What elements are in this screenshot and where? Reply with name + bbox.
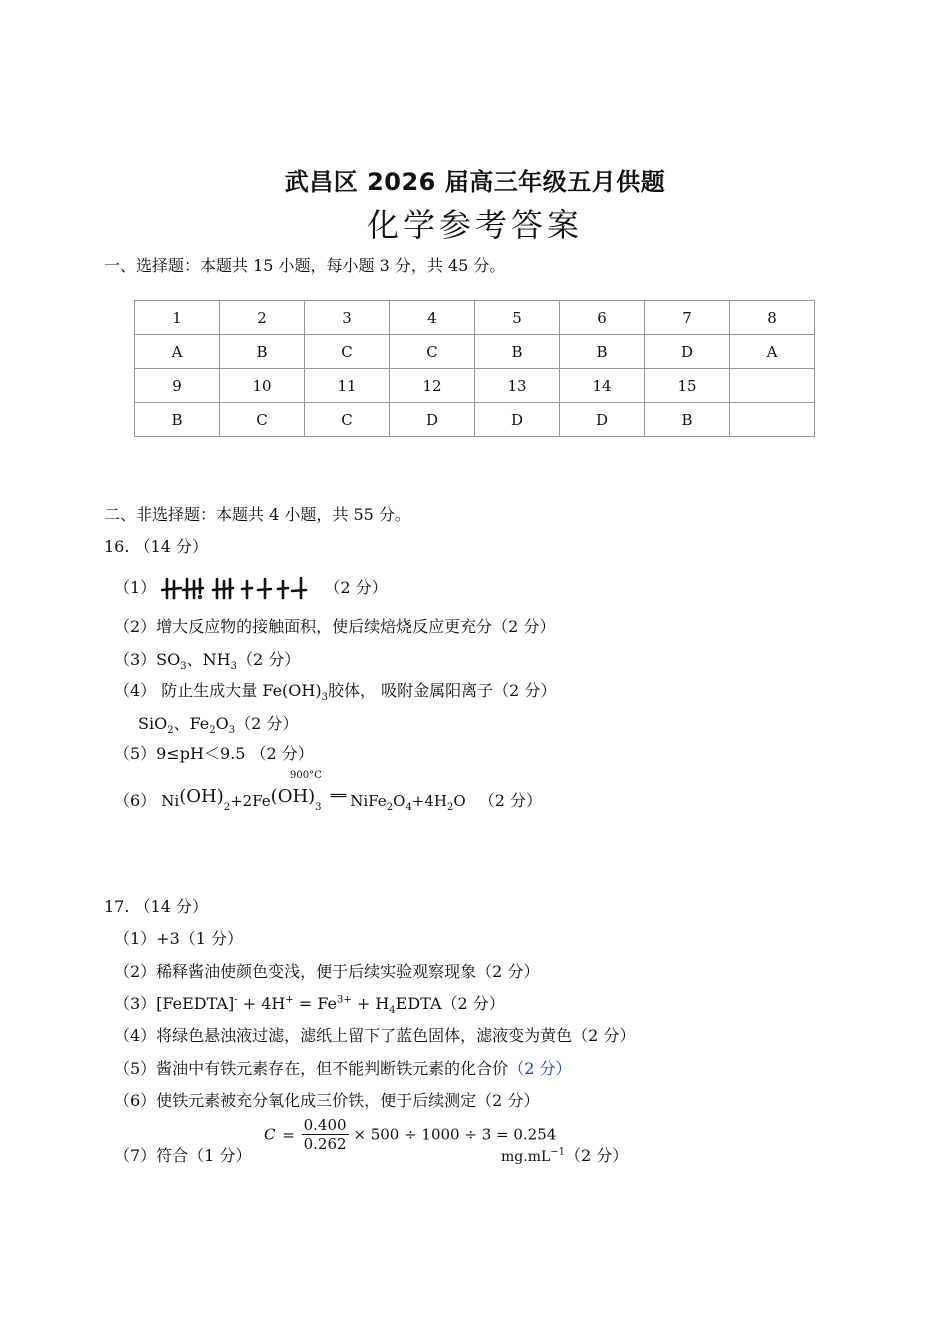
page-title: 武昌区 2026 届高三年级五月供题 <box>284 168 666 196</box>
q17-answer-7-unit <box>501 1143 628 1166</box>
table-cell: 5 <box>475 301 560 335</box>
q17-a3-text: （3）[FeEDTA] <box>114 994 235 1013</box>
q16-a4b-text: 、Fe <box>173 714 210 733</box>
table-cell: B <box>560 335 645 369</box>
q16-answer-4b <box>138 711 298 736</box>
q17-a3-sup: - <box>234 994 238 1006</box>
table-cell: D <box>645 335 730 369</box>
q17-answer-4: （4）将绿色悬浊液过滤，滤纸上留下了蓝色固体，滤液变为黄色（2 分） <box>114 1026 636 1045</box>
q17-answer-6: （6）使铁元素被充分氧化成三价铁，便于后续测定（2 分） <box>114 1091 540 1110</box>
q17-answer-2: （2）稀释酱油使颜色变浅，便于后续实验观察现象（2 分） <box>114 962 540 981</box>
table-cell: 4 <box>390 301 475 335</box>
equation-sub: 2 <box>386 802 394 814</box>
handwritten-answer-image <box>161 576 309 602</box>
table-cell: 9 <box>135 369 220 403</box>
page-subtitle: 化学参考答案 <box>366 206 583 244</box>
table-cell: 11 <box>305 369 390 403</box>
table-cell: C <box>390 335 475 369</box>
q16-answer-2: （2）增大反应物的接触面积，使后续焙烧反应更充分（2 分） <box>114 617 556 636</box>
table-cell: 15 <box>645 369 730 403</box>
table-cell: 2 <box>220 301 305 335</box>
formula-fraction <box>302 1116 349 1153</box>
q17-formula: C = $\frac{0.400}{0.262}$ × 500 ÷ 1000 ÷ 3 = 0.254 <box>264 1116 557 1153</box>
equation-term: Ni <box>161 792 180 810</box>
equation-term: +4H <box>411 792 447 810</box>
fraction-numerator: 0.400 <box>303 1116 347 1134</box>
equation-sub: 2 <box>223 802 231 814</box>
equation-term: O <box>393 792 406 810</box>
table-cell: 12 <box>390 369 475 403</box>
q17-a3-text: + 4H <box>237 994 286 1013</box>
table-cell: 8 <box>730 301 815 335</box>
equation-sub: 3 <box>315 802 322 814</box>
q17-a3-sub: 4 <box>389 1005 396 1017</box>
q16-a3-sub: 3 <box>180 661 187 673</box>
answer-table <box>134 300 815 437</box>
q17-answer-3 <box>114 991 505 1016</box>
fraction-denominator: 0.262 <box>303 1135 347 1153</box>
q16-answer-3 <box>114 647 300 672</box>
section1-heading: 一、选择题：本题共 15 小题，每小题 3 分，共 45 分。 <box>104 256 506 275</box>
table-cell: D <box>475 403 560 437</box>
q16-a3-text: （3）SO <box>114 650 181 669</box>
q16-answer-4 <box>114 678 556 703</box>
table-row <box>135 369 815 403</box>
table-cell: 1 <box>135 301 220 335</box>
q17-a3-text: = Fe <box>293 994 338 1013</box>
table-cell: 13 <box>475 369 560 403</box>
equation-term: (OH) <box>179 786 224 807</box>
q16-a4b-sub: 2 <box>209 725 216 737</box>
table-cell: B <box>135 403 220 437</box>
formula-rest: × 500 ÷ 1000 ÷ 3 = 0.254 <box>353 1125 557 1144</box>
equation-term: (OH) <box>270 786 316 807</box>
table-row <box>135 301 815 335</box>
q16-a1-number: （1） <box>114 578 157 597</box>
table-cell: 7 <box>645 301 730 335</box>
q16-answer-5: （5）9≤pH＜9.5 （2 分） <box>114 744 314 763</box>
section2-heading: 二、非选择题：本题共 4 小题，共 55 分。 <box>104 505 411 524</box>
table-cell: B <box>645 403 730 437</box>
q16-a4b-sub: 3 <box>228 725 236 737</box>
q16-a4-text: （4） 防止生成大量 Fe(OH) <box>114 681 322 700</box>
q17-a3-score: EDTA（2 分） <box>395 994 505 1013</box>
table-cell: 10 <box>220 369 305 403</box>
equation-term: +2Fe <box>230 792 271 810</box>
table-cell: B <box>475 335 560 369</box>
table-row <box>135 335 815 369</box>
table-cell: 6 <box>560 301 645 335</box>
q16-a6-score: （2 分） <box>478 791 543 810</box>
table-cell: C <box>305 403 390 437</box>
q17-a5-text: （5）酱油中有铁元素存在，但不能判断铁元素的化合价 <box>114 1059 509 1078</box>
q16-a4b-text: O <box>215 714 229 733</box>
equation-term: O <box>453 792 466 810</box>
table-cell <box>730 369 815 403</box>
q17-answer-7-label: （7）符合（1 分） <box>114 1146 252 1165</box>
q16-a4b-sub: 2 <box>167 725 174 737</box>
q17-a3-text: + H <box>351 994 390 1013</box>
q16-a3-sub: 3 <box>230 661 237 673</box>
q17-answer-1: （1）+3（1 分） <box>114 929 244 948</box>
formula-variable: C <box>264 1125 276 1144</box>
table-cell: A <box>135 335 220 369</box>
table-cell: B <box>220 335 305 369</box>
q16-a4b-text: SiO <box>138 714 168 733</box>
q17-a3-sup: + <box>285 994 294 1006</box>
q17-answer-5 <box>114 1056 571 1079</box>
equation-sub: 2 <box>446 802 454 814</box>
q17-a7-score: （2 分） <box>565 1146 629 1165</box>
table-cell <box>730 403 815 437</box>
q16-a4-sub: 3 <box>321 692 328 704</box>
table-cell: 14 <box>560 369 645 403</box>
unit-text: mg.mL <box>501 1149 551 1165</box>
q16-answer-1 <box>114 575 388 602</box>
q16-a4b-score: （2 分） <box>235 714 299 733</box>
equation-term: NiFe <box>350 792 387 810</box>
q17-a5-score: （2 分） <box>508 1059 572 1078</box>
table-cell: C <box>305 335 390 369</box>
table-cell: A <box>730 335 815 369</box>
q16-a3-score: （2 分） <box>236 650 301 669</box>
q16-heading: 16. （14 分） <box>104 537 208 556</box>
q16-a6-number: （6） <box>114 791 157 810</box>
unit-sup: −1 <box>550 1146 566 1158</box>
q17-a3-sup: 3+ <box>337 994 352 1006</box>
table-cell: C <box>220 403 305 437</box>
q17-heading: 17. （14 分） <box>104 897 208 916</box>
equation-equals-sign: ══ <box>330 789 347 804</box>
table-row <box>135 403 815 437</box>
equation-sub: 4 <box>405 802 412 814</box>
table-cell: 3 <box>305 301 390 335</box>
table-cell: D <box>390 403 475 437</box>
q16-a4-text: 胶体， 吸附金属阳离子（2 分） <box>327 681 557 700</box>
table-cell: D <box>560 403 645 437</box>
q16-answer-6 <box>114 788 542 813</box>
q16-a3-text: 、NH <box>186 650 231 669</box>
q16-a1-score: （2 分） <box>324 578 388 597</box>
reaction-condition: 900°C <box>290 770 322 781</box>
